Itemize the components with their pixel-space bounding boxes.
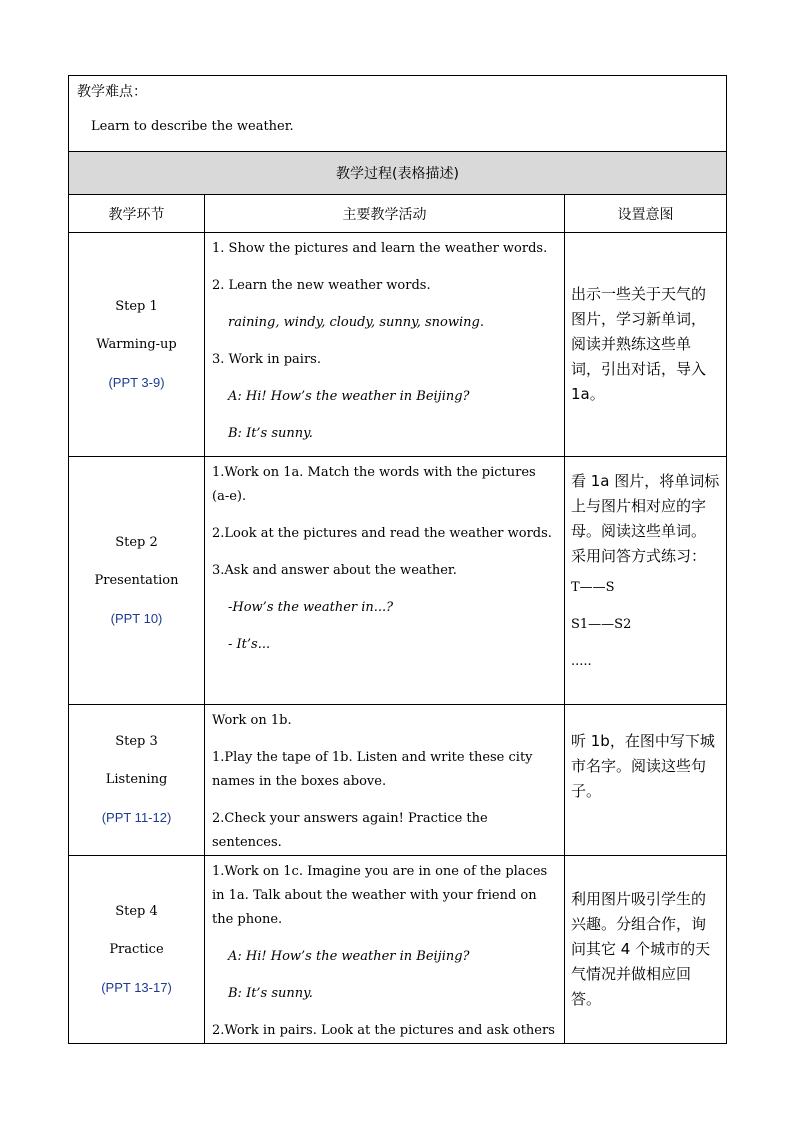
step-ppt: (PPT 11-12) (101, 810, 172, 825)
column-header-row (69, 195, 727, 233)
activities-cell (205, 233, 565, 457)
purpose-text: 听 1b，在图中写下城市名字。阅读这些句子。 (571, 732, 715, 800)
purpose-cell (565, 233, 727, 457)
activity-line: raining, windy, cloudy, sunny, snowing. (228, 315, 484, 330)
activity-line: 2.Check your answers again! Practice the sentences. (212, 811, 488, 850)
lesson-plan-table (68, 75, 727, 1044)
purpose-text: 出示一些关于天气的图片，学习新单词，阅读并熟练这些单词，引出对话，导入 1a。 (571, 285, 707, 403)
purpose-extra-line: S1——S2 (571, 617, 632, 632)
difficulty-row (69, 76, 727, 152)
column-header-activities: 主要教学活动 (205, 195, 565, 233)
activity-line: 1.Play the tape of 1b. Listen and write these city names in the boxes above. (212, 750, 533, 789)
table-row (69, 705, 727, 856)
step-name: Listening (105, 772, 168, 787)
step-name: Practice (109, 941, 164, 957)
difficulty-label: 教学难点： (77, 84, 147, 100)
activity-line: 2. Learn the new weather words. (212, 278, 431, 293)
purpose-cell (565, 705, 727, 856)
activity-line: 3. Work in pairs. (212, 352, 321, 367)
activity-line: 1.Work on 1a. Match the words with the pictures (a-e). (212, 465, 536, 504)
step-ppt: (PPT 13-17) (101, 979, 172, 995)
activity-line: - It’s... (228, 637, 271, 652)
activity-line: 2.Look at the pictures and read the weather words. (212, 526, 552, 541)
purpose-cell (565, 457, 727, 705)
table-row (69, 233, 727, 457)
activity-line: A: Hi! How’s the weather in Beijing? (228, 949, 470, 964)
activity-line: B: It’s sunny. (228, 986, 313, 1001)
activities-cell (205, 457, 565, 705)
activity-line: A: Hi! How’s the weather in Beijing? (228, 389, 470, 404)
step-number: Step 3 (115, 734, 158, 749)
activity-line: -How’s the weather in...? (228, 600, 394, 615)
step-ppt: (PPT 10) (110, 610, 163, 626)
activity-line: Work on 1b. (212, 713, 292, 728)
step-cell (69, 233, 205, 457)
difficulty-text: Learn to describe the weather. (91, 119, 294, 134)
step-number: Step 2 (115, 534, 158, 550)
column-header-purpose: 设置意图 (565, 195, 727, 233)
activity-line: 1.Work on 1c. Imagine you are in one of the places in 1a. Talk about the weather with your friend on the phone. (212, 864, 548, 927)
activity-line: B: It’s sunny. (228, 426, 313, 441)
lesson-plan-page (68, 75, 726, 1044)
purpose-extra-line: T——S (571, 580, 615, 595)
difficulty-cell (69, 76, 727, 152)
step-name: Warming-up (96, 336, 177, 352)
purpose-text: 利用图片吸引学生的兴趣。分组合作，询问其它 4 个城市的天气情况并做相应回答。 (571, 890, 711, 1008)
purpose-cell (565, 856, 727, 1044)
step-cell (69, 705, 205, 856)
step-number: Step 1 (115, 298, 158, 314)
step-ppt: (PPT 3-9) (108, 374, 165, 390)
activity-line: 2.Work in pairs. Look at the pictures and ask others (212, 1023, 555, 1038)
step-cell (69, 457, 205, 705)
process-header: 教学过程(表格描述) (69, 152, 727, 195)
activities-cell (205, 705, 565, 856)
process-header-row (69, 152, 727, 195)
table-row (69, 856, 727, 1044)
table-row (69, 457, 727, 705)
activity-line: 1. Show the pictures and learn the weather words. (212, 241, 548, 256)
step-name: Presentation (94, 572, 179, 588)
column-header-stage: 教学环节 (69, 195, 205, 233)
step-cell (69, 856, 205, 1044)
purpose-text: 看 1a 图片，将单词标上与图片相对应的字母。阅读这些单词。采用问答方式练习： (571, 472, 720, 565)
activity-line: 3.Ask and answer about the weather. (212, 563, 457, 578)
purpose-extra-line: ..... (571, 654, 592, 669)
activities-cell (205, 856, 565, 1044)
step-number: Step 4 (115, 903, 158, 919)
